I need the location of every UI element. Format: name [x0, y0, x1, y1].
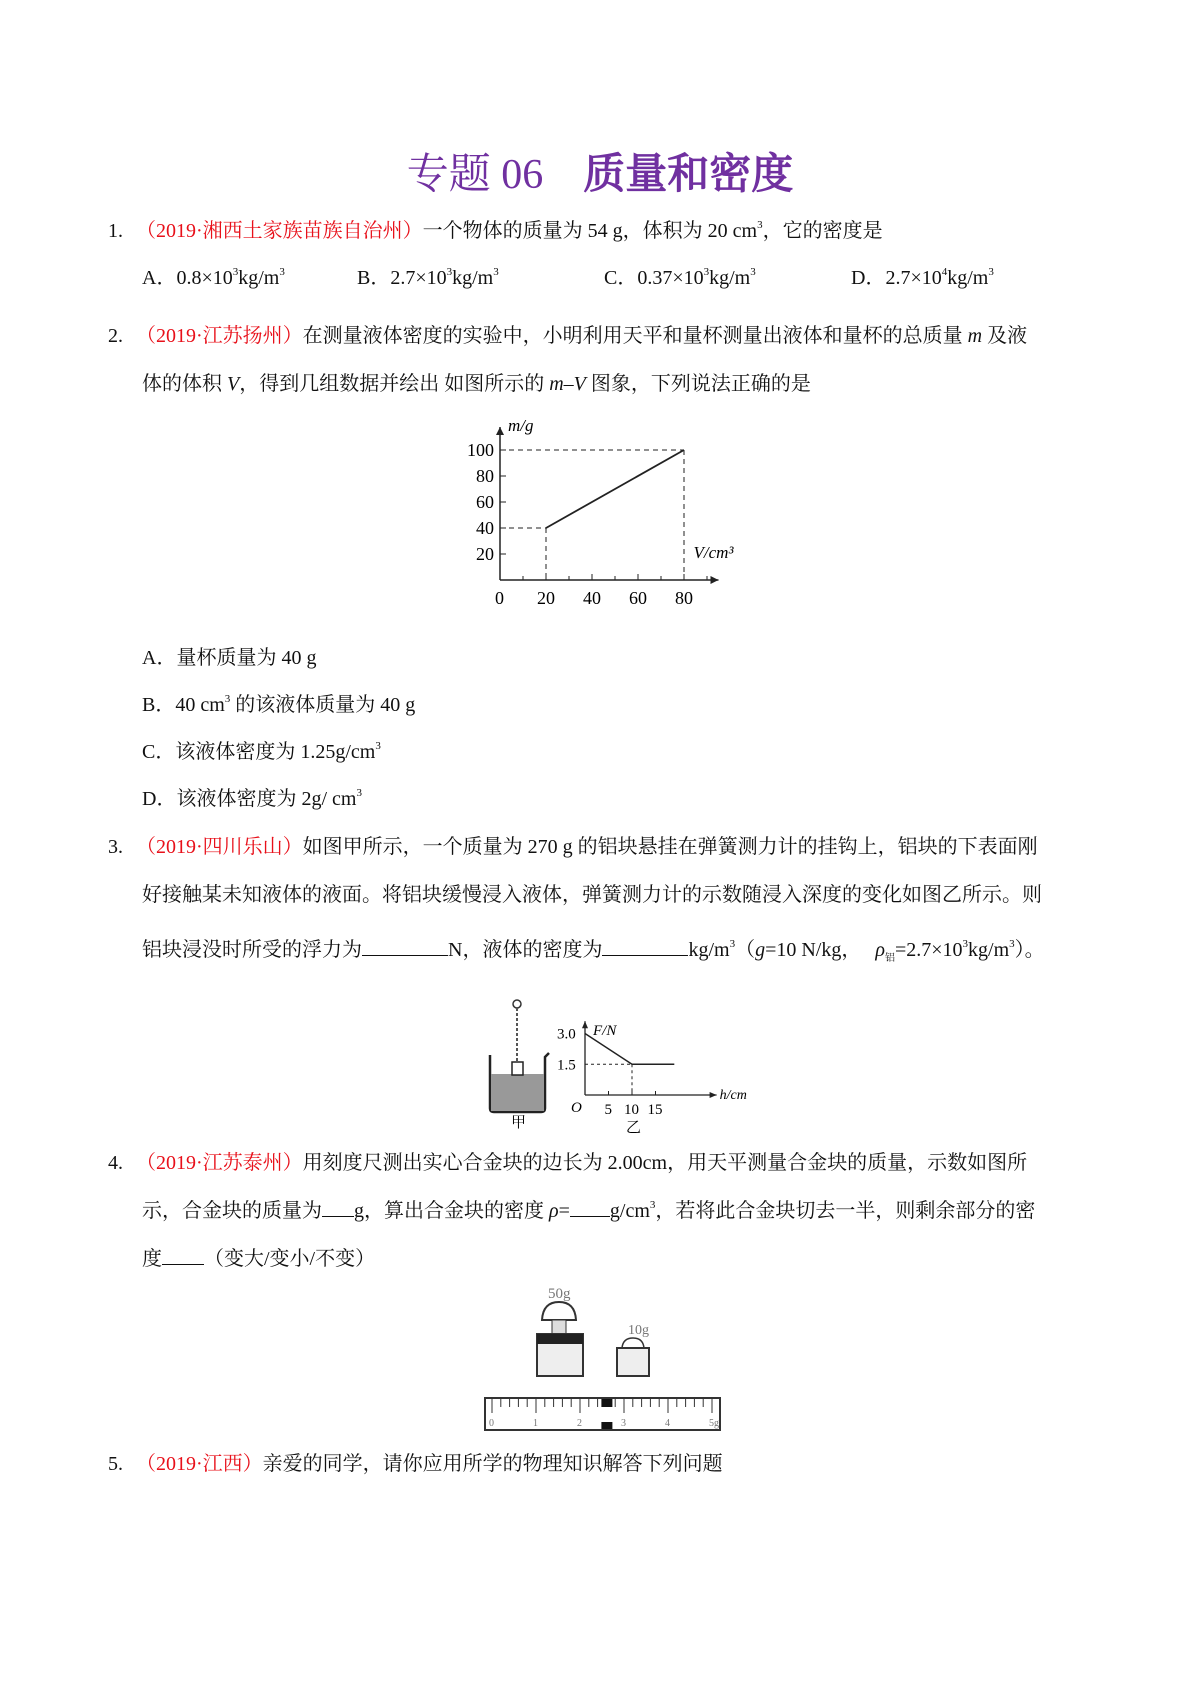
stem-text: kg/m [688, 939, 730, 961]
symbol: V [227, 373, 240, 395]
option-unit: kg/m [452, 267, 494, 289]
option-label: A． [142, 267, 177, 289]
option-text: 2.7×10 [885, 267, 942, 289]
data-line [546, 450, 684, 528]
symbol: g [755, 939, 766, 961]
stem-text: 在测量液体密度的实验中，小明利用天平和量杯测量出液体和量杯的总质量 [302, 325, 968, 347]
title-topic: 质量和密度 [583, 152, 794, 198]
option-a[interactable] [142, 645, 316, 671]
scale-label: 4 [665, 1418, 670, 1429]
question-number: 1. [108, 220, 123, 242]
option-d[interactable] [142, 786, 362, 812]
stem-text: 铝块浸没时所受的浮力为 [142, 939, 362, 961]
option-text: 该液体密度为 1.25g/cm [175, 741, 376, 763]
question-stem-line [142, 937, 1045, 963]
stem-text: ）。 [1014, 939, 1045, 961]
question-number: 5. [108, 1453, 123, 1475]
y-axis-arrow [496, 427, 504, 435]
stem-text: 如图甲所示，一个质量为 270 g 的铝块悬挂在弹簧测力计的挂钩上，铝块的下表面刚 [302, 836, 1038, 858]
question-number: 4. [108, 1152, 123, 1174]
question-stem-line [136, 1150, 1027, 1176]
option-label: A． [142, 647, 177, 669]
option-label: C． [142, 741, 176, 763]
stem-text: 度 [142, 1248, 162, 1270]
y-axis-label: m/g [508, 416, 534, 435]
x-tick-label: 15 [647, 1102, 663, 1118]
option-text: 40 cm [175, 694, 225, 716]
superscript: 3 [988, 266, 994, 278]
question-stem-line [136, 323, 1027, 349]
superscript: 3 [493, 266, 499, 278]
option-label: B． [357, 267, 391, 289]
y-tick-label: 100 [467, 440, 494, 460]
option-c[interactable] [142, 739, 381, 765]
option-c[interactable] [604, 265, 756, 291]
option-unit: kg/m [709, 267, 751, 289]
x-tick-label: 20 [537, 588, 555, 608]
option-a[interactable] [142, 265, 285, 291]
stem-text: 亲爱的同学，请你应用所学的物理知识解答下列问题 [262, 1453, 723, 1475]
superscript: 3 [224, 693, 231, 705]
question-stem-line [136, 1451, 723, 1477]
option-unit: kg/m [947, 267, 989, 289]
superscript: 3 [232, 266, 239, 278]
scale-label: 3 [621, 1418, 626, 1429]
superscript: 3 [446, 266, 453, 278]
weight-50g [537, 1302, 583, 1376]
question-stem-line [142, 371, 811, 397]
x-tick-label: 5 [604, 1102, 612, 1118]
y-axis-arrow [582, 1021, 588, 1028]
option-text: 0.8×10 [176, 267, 233, 289]
superscript: 4 [941, 266, 948, 278]
x-tick-label: 60 [629, 588, 647, 608]
symbol: m–V [549, 373, 586, 395]
x-tick-label: 40 [583, 588, 601, 608]
option-label: D． [142, 788, 177, 810]
superscript: 3 [1009, 938, 1015, 950]
stem-text: 及液 [982, 325, 1028, 347]
question-source: （2019·湘西土家族苗族自治州） [136, 220, 423, 242]
superscript: 3 [279, 266, 285, 278]
x-tick-label: 10 [624, 1102, 639, 1118]
stem-text: =10 N/kg， [765, 939, 862, 961]
question-stem-line [142, 1246, 375, 1272]
question-stem-line [142, 1198, 1035, 1224]
m-v-chart [440, 416, 760, 630]
question-stem-line [136, 834, 1038, 860]
superscript: 3 [750, 266, 756, 278]
superscript: 3 [962, 938, 969, 950]
option-label: D． [851, 267, 886, 289]
stem-text: 用刻度尺测出实心合金块的边长为 2.00cm，用天平测量合金块的质量，示数如图所 [302, 1152, 1028, 1174]
balance-weights-figure [480, 1280, 730, 1440]
question-stem [136, 218, 883, 244]
stem-text: g/cm [609, 1200, 650, 1222]
superscript: 3 [649, 1199, 656, 1211]
y-tick-label: 3.0 [557, 1026, 576, 1043]
weight-label-10g: 10g [628, 1323, 649, 1338]
scale-label: 5g [709, 1418, 719, 1429]
scale-label: 2 [577, 1418, 582, 1429]
symbol: ρ [875, 939, 885, 961]
figure-caption-jia: 甲 [511, 1115, 527, 1131]
question-source: （2019·四川乐山） [136, 836, 303, 858]
option-unit: kg/m [238, 267, 280, 289]
scale-label: 1 [533, 1418, 538, 1429]
stem-text: 一个物体的质量为 54 g，体积为 20 cm [422, 220, 758, 242]
question-source: （2019·江苏扬州） [136, 325, 303, 347]
y-tick-label: 1.5 [557, 1057, 576, 1074]
stem-text: 图象，下列说法正确的是 [585, 373, 811, 395]
answer-blank-mass[interactable] [322, 1198, 354, 1217]
stem-text: N，液体的密度为 [448, 939, 603, 961]
superscript: 3 [729, 938, 736, 950]
stem-text: kg/m [968, 939, 1010, 961]
option-text: 该液体密度为 2g/ cm [176, 788, 357, 810]
y-axis-label: F/N [593, 1023, 617, 1040]
page-title [0, 148, 1200, 202]
origin-label: O [571, 1100, 582, 1116]
answer-blank-density[interactable] [602, 937, 688, 956]
ring-icon [513, 1000, 521, 1008]
y-tick-label: 40 [476, 518, 494, 538]
option-b[interactable] [357, 265, 499, 291]
superscript: 3 [375, 740, 381, 752]
rider-bottom [601, 1422, 612, 1429]
superscript: 3 [703, 266, 710, 278]
superscript: 3 [356, 787, 362, 799]
superscript: 3 [757, 219, 763, 231]
x-axis-label: h/cm [719, 1088, 747, 1103]
x-tick-label: 0 [495, 588, 504, 608]
rider[interactable] [601, 1399, 612, 1407]
stem-text: ，若将此合金块切去一半，则剩余部分的密 [655, 1200, 1036, 1222]
option-b[interactable] [142, 692, 415, 718]
option-label: B． [142, 694, 176, 716]
symbol: m [967, 325, 983, 347]
aluminum-block [512, 1062, 523, 1075]
x-tick-label: 80 [675, 588, 693, 608]
option-text: 0.37×10 [637, 267, 704, 289]
y-tick-label: 80 [476, 466, 494, 486]
stem-text: = [558, 1200, 570, 1222]
title-number: 专题 06 [406, 152, 544, 198]
symbol: ρ [549, 1200, 559, 1222]
option-d[interactable] [851, 265, 994, 291]
x-axis-arrow [710, 1092, 717, 1098]
stem-text: =2.7×10 [894, 939, 963, 961]
y-tick-label: 20 [476, 544, 494, 564]
subscript: 铝 [884, 953, 895, 964]
stem-text: g，算出合金块的密度 [354, 1200, 549, 1222]
answer-blank-change[interactable] [162, 1246, 204, 1265]
x-axis-label: V/cm³ [693, 543, 734, 562]
question-number: 2. [108, 325, 123, 347]
stem-text: （ [735, 939, 756, 961]
y-tick-label: 60 [476, 492, 494, 512]
weight-label-50g: 50g [548, 1286, 571, 1302]
figure-caption-yi: 乙 [626, 1120, 642, 1136]
liquid [491, 1074, 544, 1111]
option-text: 的该液体质量为 40 g [230, 694, 416, 716]
stem-text: 示，合金块的质量为 [142, 1200, 322, 1222]
stem-text: （变大/变小/不变） [204, 1248, 376, 1270]
option-text: 2.7×10 [390, 267, 447, 289]
option-text: 量杯质量为 40 g [176, 647, 317, 669]
f-h-chart [545, 995, 747, 1136]
option-label: C． [604, 267, 638, 289]
weight-10g [617, 1338, 649, 1376]
answer-blank-buoyancy[interactable] [362, 937, 448, 956]
stem-text: 体的体积 [142, 373, 227, 395]
answer-blank-density[interactable] [570, 1198, 610, 1217]
question-source: （2019·江苏泰州） [136, 1152, 303, 1174]
stem-text: ，它的密度是 [762, 220, 883, 242]
question-source: （2019·江西） [136, 1453, 263, 1475]
question-stem-line: 好接触某未知液体的液面。将铝块缓慢浸入液体，弹簧测力计的示数随浸入深度的变化如图乙所示。则 [142, 884, 1042, 906]
x-axis-arrow [711, 576, 719, 584]
scale-label: 0 [489, 1418, 494, 1429]
question-number: 3. [108, 836, 123, 858]
stem-text: ，得到几组数据并绘出 如图所示的 [239, 373, 550, 395]
